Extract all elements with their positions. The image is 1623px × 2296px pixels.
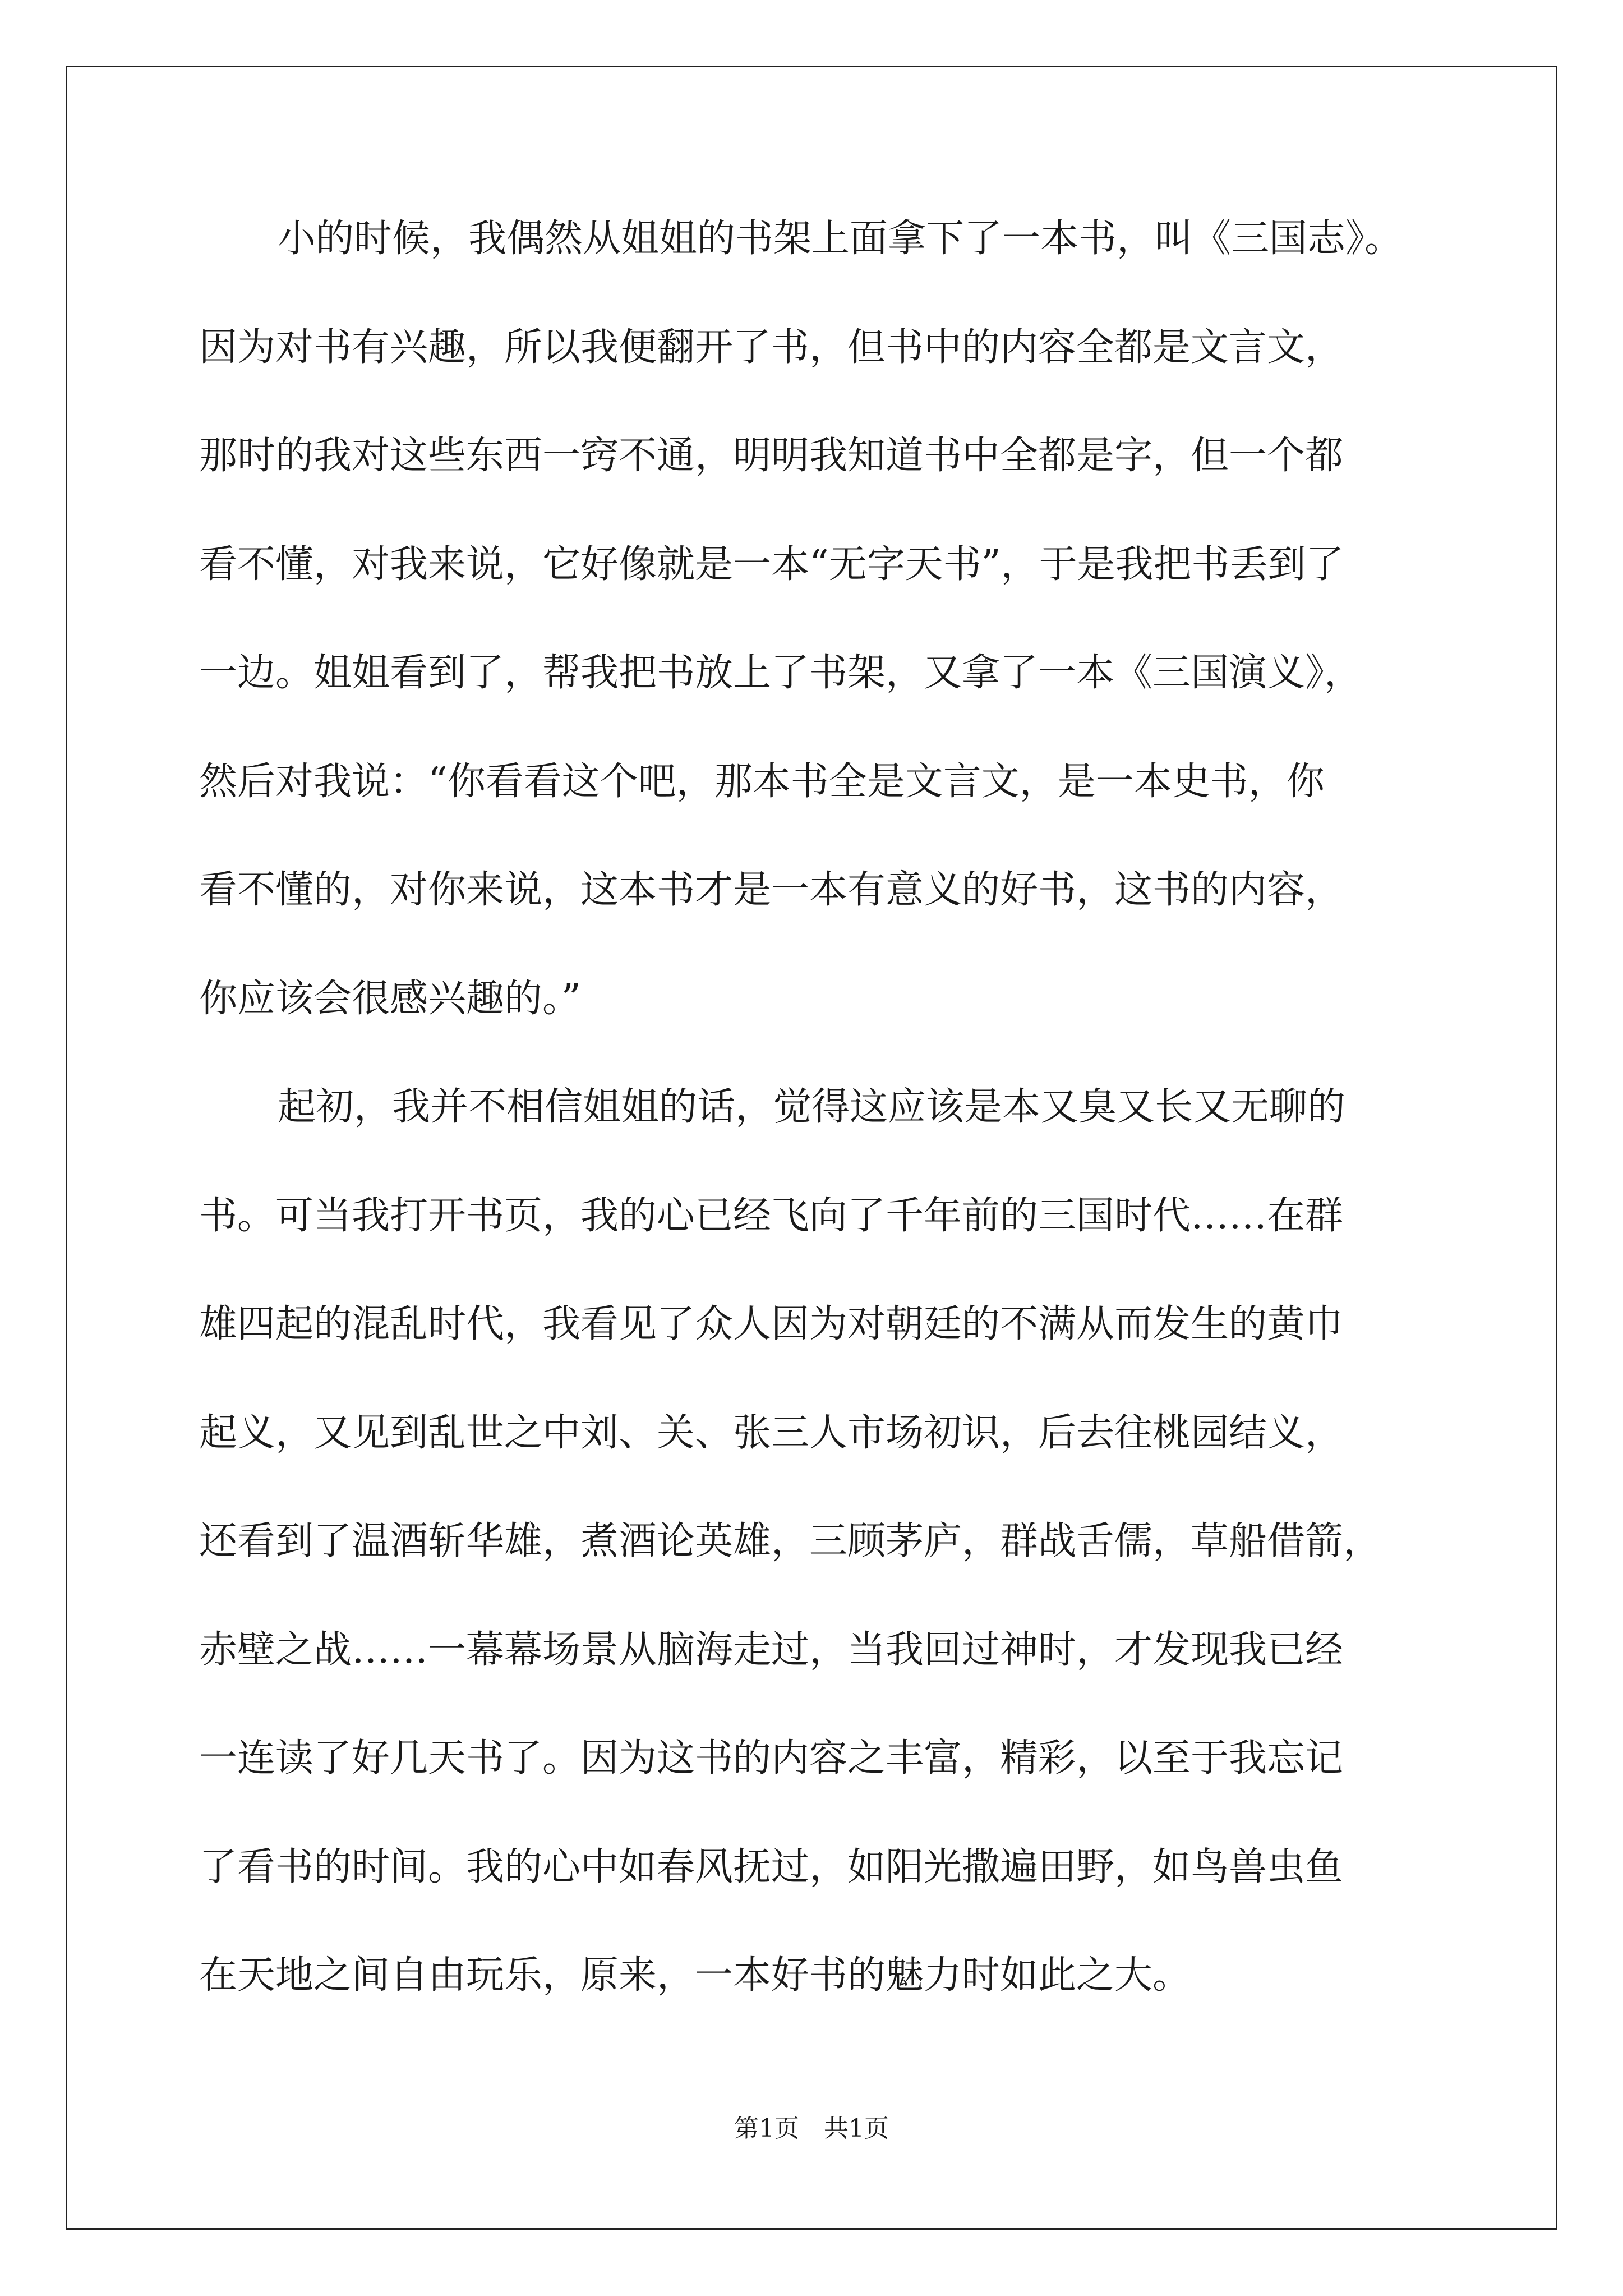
paragraph-1-line-2: 因为对书有兴趣，所以我便翻开了书，但书中的内容全都是文言文，	[199, 325, 1344, 370]
paragraph-2-line-8: 了看书的时间。我的心中如春风抚过，如阳光撒遍田野，如鸟兽虫鱼	[199, 1844, 1344, 1889]
paragraph-2-line-6: 赤壁之战……一幕幕场景从脑海走过，当我回过神时，才发现我已经	[199, 1627, 1344, 1672]
paragraph-1-line-8: 你应该会很感兴趣的。”	[199, 976, 581, 1021]
paragraph-2-line-1: 起初，我并不相信姐姐的话，觉得这应该是本又臭又长又无聊的	[278, 1085, 1346, 1129]
paragraph-2-line-9: 在天地之间自由玩乐，原来，一本好书的魅力时如此之大。	[199, 1953, 1191, 1998]
paragraph-2-line-5: 还看到了温酒斩华雄，煮酒论英雄，三顾茅庐，群战舌儒，草船借箭，	[199, 1519, 1382, 1563]
document-body	[199, 219, 1433, 2064]
page-number-footer: 第1页 共1页	[734, 2114, 889, 2143]
paragraph-1-line-1: 小的时候，我偶然从姐姐的书架上面拿下了一本书，叫《三国志》。	[278, 217, 1403, 261]
paragraph-2-line-2: 书。可当我打开书页，我的心已经飞向了千年前的三国时代……在群	[199, 1193, 1344, 1238]
paragraph-2-line-7: 一连读了好几天书了。因为这书的内容之丰富，精彩，以至于我忘记	[199, 1736, 1344, 1780]
paragraph-1-line-4: 看不懂，对我来说，它好像就是一本“无字天书”，于是我把书丢到了	[199, 542, 1344, 587]
paragraph-1-line-5: 一边。姐姐看到了，帮我把书放上了书架，又拿了一本《三国演义》，	[199, 651, 1363, 695]
paragraph-2-line-3: 雄四起的混乱时代，我看见了众人因为对朝廷的不满从而发生的黄巾	[199, 1302, 1344, 1346]
paragraph-2-line-4: 起义，又见到乱世之中刘、关、张三人市场初识，后去往桃园结义，	[199, 1410, 1344, 1455]
paragraph-1-line-7: 看不懂的，对你来说，这本书才是一本有意义的好书，这书的内容，	[199, 868, 1344, 912]
paragraph-1-line-6: 然后对我说：“你看看这个吧，那本书全是文言文，是一本史书，你	[199, 759, 1325, 804]
paragraph-1-line-3: 那时的我对这些东西一窍不通，明明我知道书中全都是字，但一个都	[199, 434, 1344, 478]
